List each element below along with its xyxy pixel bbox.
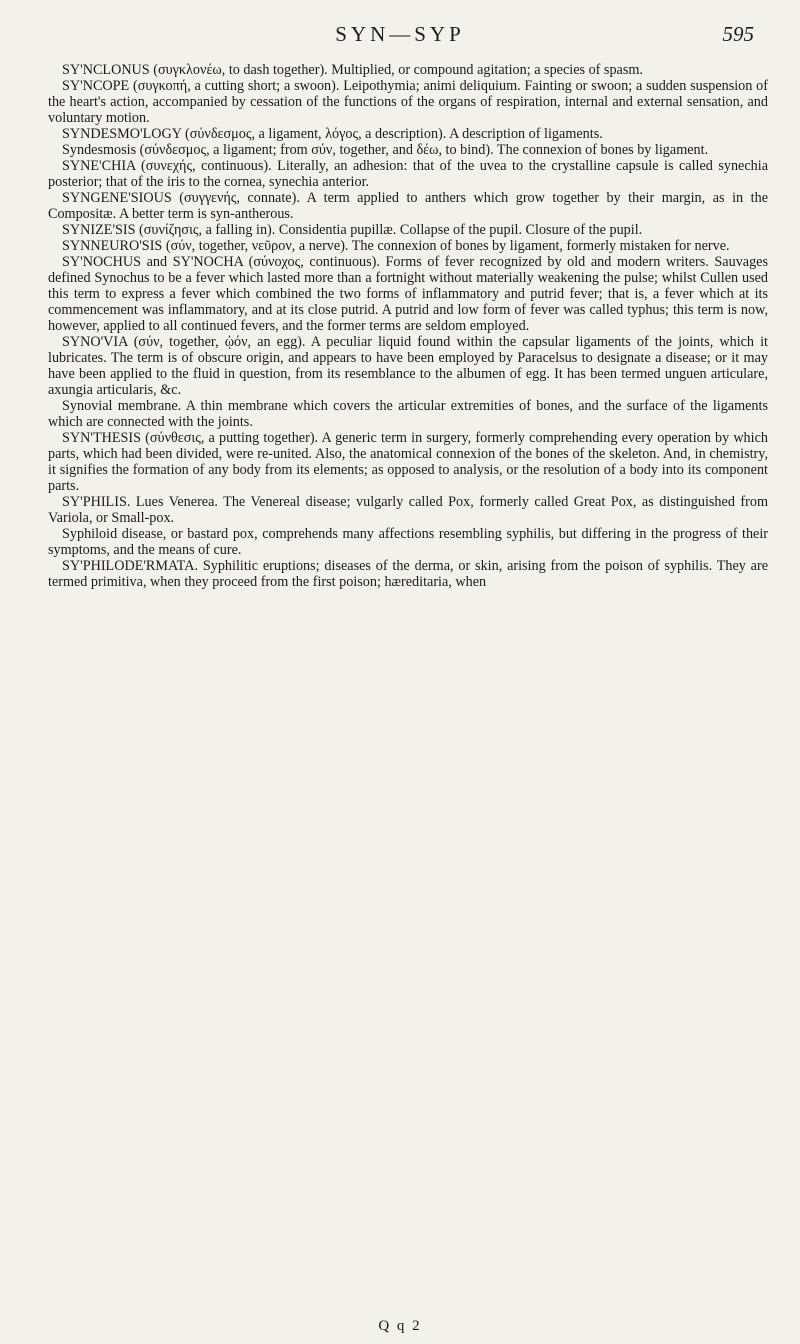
entry-syncope: SY'NCOPE (συγκοπή, a cutting short; a swoon). Leipothymia; animi deliquium. Fainting or swoon; a sudden suspension of the heart's action, accompanied by cessation of the functions of the organs of respiration, internal and external sensation, and voluntary motion. <box>48 78 768 126</box>
entry-syphilis: SY'PHILIS. Lues Venerea. The Venereal disease; vulgarly called Pox, formerly called Great Pox, as distinguished from Variola, or Small-pox. <box>48 494 768 526</box>
entry-syndesmosis: Syndesmosis (σύνδεσμος, a ligament; from σύν, together, and δέω, to bind). The connexion of bones by ligament. <box>62 142 709 158</box>
entry-syngenesious: SYNGENE'SIOUS (συγγενής, connate). A term applied to anthers which grow together by their margin, as in the Compositæ. A better term is syn-antherous. <box>48 190 768 222</box>
page-number: 595 <box>722 22 754 46</box>
entry-synneurosis: SYNNEURO'SIS (σύν, together, νεῦρον, a nerve). The connexion of bones by ligament, formerly mistaken for nerve. <box>62 238 730 254</box>
entry-synclonus: SY'NCLONUS (συγκλονέω, to dash together). Multiplied, or compound agitation; a species of spasm. <box>62 62 643 78</box>
entry-synovia: SYNO'VIA (σύν, together, ᾠόν, an egg). A peculiar liquid found within the capsular ligaments of the joints, which it lubricates. The term is of obscure origin, and appears to have been employed by Paracelsus to designate a disease; or it may have been applied to the fluid in question, from its resemblance to the albumen of egg. It has been termed unguen articulare, axungia articularis, &c. <box>48 334 768 398</box>
printer-signature: Q q 2 <box>378 1318 422 1334</box>
running-title: SYN—SYP <box>335 22 465 46</box>
entry-synovial-membrane: Synovial membrane. A thin membrane which covers the articular extremities of bones, and the surface of the ligaments which are connected with the joints. <box>48 398 768 430</box>
dictionary-entries <box>48 62 768 590</box>
entry-synechia: SYNE'CHIA (συνεχής, continuous). Literally, an adhesion: that of the uvea to the crystalline capsule is called synechia posterior; that of the iris to the cornea, synechia anterior. <box>48 158 768 190</box>
entry-syndesmology: SYNDESMO'LOGY (σύνδεσμος, a ligament, λόγος, a description). A description of ligaments. <box>62 126 603 142</box>
entry-synizesis: SYNIZE'SIS (συνίζησις, a falling in). Considentia pupillæ. Collapse of the pupil. Closure of the pupil. <box>62 222 643 238</box>
entry-synochus: SY'NOCHUS and SY'NOCHA (σύνοχος, continuous). Forms of fever recognized by old and modern writers. Sauvages defined Synochus to be a fever which lasted more than a fortnight without materially weakening the pulse; whilst Cullen used this term to express a fever which combined the two forms of inflammatory and putrid fever; that is, a fever which at its commencement was inflammatory, and at its close putrid. A putrid and low form of fever was called typhus; this term is now, however, applied to all continued fevers, and the former terms are seldom employed. <box>48 254 768 334</box>
entry-syphiloid-disease: Syphiloid disease, or bastard pox, comprehends many affections resembling syphilis, but differing in the progress of their symptoms, and the means of cure. <box>48 526 768 558</box>
entry-synthesis: SYN'THESIS (σύνθεσις, a putting together). A generic term in surgery, formerly comprehending every operation by which parts, which had been divided, were re-united. Also, the anatomical connexion of the bones of the skeleton. And, in chemistry, it signifies the formation of any body from its elements; as opposed to analysis, or the resolution of a body into its component parts. <box>48 430 768 494</box>
running-head <box>0 22 800 58</box>
entry-syphilodermata: SY'PHILODE'RMATA. Syphilitic eruptions; diseases of the derma, or skin, arising from the poison of syphilis. They are termed primitiva, when they proceed from the first poison; hæreditaria, when <box>48 558 768 590</box>
